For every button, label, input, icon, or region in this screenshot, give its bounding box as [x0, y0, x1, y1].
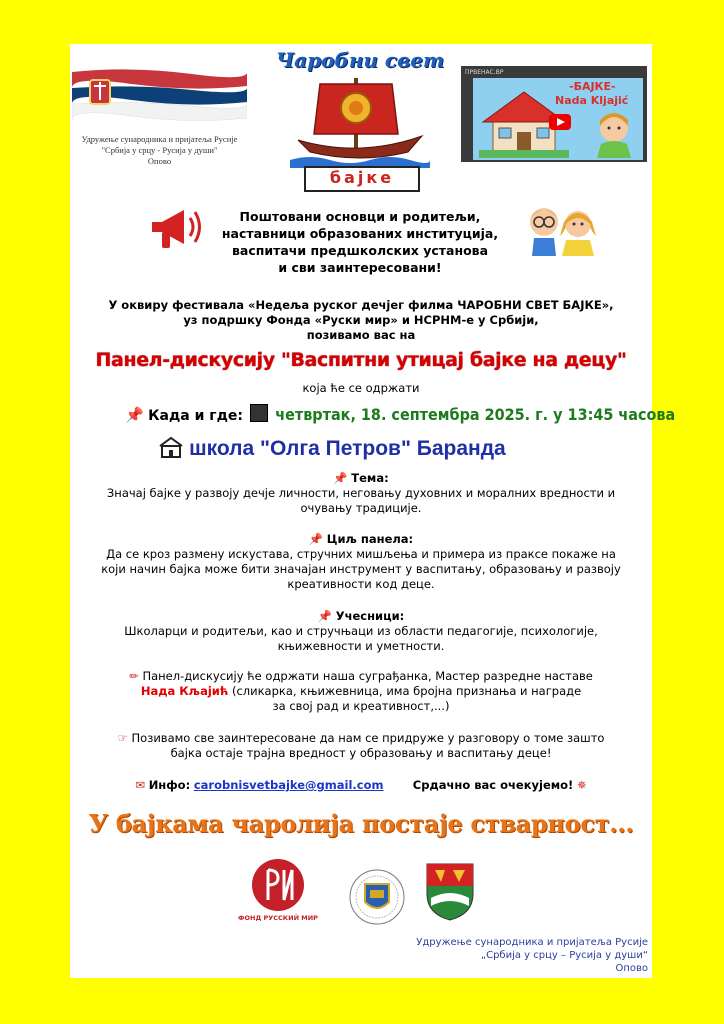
calendar-icon [250, 404, 268, 422]
host-line2: (сликарка, књижевница, има бројна признања и награде [228, 684, 582, 698]
pushpin-icon: 📌 [333, 471, 348, 485]
when-label: Када и где: [148, 408, 244, 424]
poster-sheet [70, 44, 676, 978]
email-link[interactable]: carobnisvetbajke@gmail.com [193, 778, 384, 792]
invite-line1: Позивамо све заинтересоване да нам се придруже у разговору о томе зашто [131, 731, 605, 745]
info-label: Инфо: [148, 778, 191, 792]
greeting-line: наставници образованих институција, [221, 226, 499, 241]
pencil-icon: ✏ [129, 669, 139, 683]
goal-line: Да се кроз размену искустава, стручних мишљења и примера из праксе покаже на [106, 547, 616, 561]
video-title-line1: -БАЈКЕ- [569, 80, 616, 93]
intro-line: У оквиру фестивала «Недеља руског дечјег филма ЧАРОБНИ СВЕТ БАЈКЕ», [108, 298, 614, 312]
org-flag-logo [72, 66, 247, 167]
pushpin-icon: 📌 [317, 609, 333, 623]
participants-heading: Учесници: [335, 609, 405, 623]
greeting-line: Поштовани основци и родитељи, [239, 209, 481, 224]
motto-text: У бајкама чаролија постаје стварност... [88, 809, 634, 838]
greeting-block [200, 208, 520, 276]
will-be-held-text: која ће се одржати [302, 381, 420, 395]
festival-logo [270, 48, 450, 188]
footer-org [370, 936, 648, 975]
org-left-line2: "Србија у срцу - Русија у души" [101, 145, 218, 155]
host-name: Нада Кљајић [140, 684, 229, 698]
video-scene [473, 78, 643, 160]
when-row [125, 404, 676, 428]
serbian-flag-icon [72, 66, 247, 124]
video-thumbnail[interactable] [461, 66, 647, 162]
invite-section [70, 731, 652, 761]
video-title-line2: Nada Kljajić [555, 94, 629, 107]
info-row [70, 778, 652, 793]
topic-line: Значај бајке у развоју дечје личности, неговању духовних и моралних вредности и [106, 486, 616, 500]
footer-line3: Опово [615, 963, 648, 974]
host-line3: за свој рад и креативност,...) [272, 699, 450, 713]
fund-caption: ФОНД РУССКИЙ МИР [238, 914, 318, 922]
host-section [70, 669, 652, 714]
envelope-icon: ✉ [135, 778, 146, 792]
participants-line: Школарци и родитељи, као и стручњаци из области педагогије, психологије, [124, 624, 598, 638]
russkiy-mir-emblem-icon [248, 858, 308, 912]
goal-section [70, 532, 652, 592]
goal-line: креативности код деце. [287, 577, 435, 591]
pushpin-icon: 📌 [125, 406, 144, 424]
participants-line: књижевности и уметности. [277, 639, 445, 653]
video-channel-label: ПРВЕНАС.ВР [465, 69, 504, 76]
invite-line2: бајка остаје трајна вредност у образовању и васпитању деце! [170, 746, 552, 760]
goal-heading: Циљ панела: [326, 532, 414, 546]
school-building-icon [158, 436, 184, 458]
russkiy-mir-logo [238, 858, 318, 928]
topic-line: очувању традиције. [300, 501, 422, 515]
when-value: четвртак, 18. септембра 2025. г. у 13:45 часова [275, 405, 676, 424]
municipal-seal-icon [344, 868, 410, 926]
play-icon [557, 118, 565, 126]
topic-heading: Тема: [351, 471, 389, 485]
goal-line: који начин бајка може бити значајан инструмент у васпитању, образовању и развоју [101, 562, 621, 576]
footer-line2: „Србија у срцу – Русија у души“ [480, 950, 648, 961]
where-value: школа "Олга Петров" Баранда [189, 437, 506, 460]
intro-line: уз подршку Фонда «Руски мир» и НСРНМ-е у Србији, [183, 313, 539, 327]
host-line1: Панел-дискусију ће одржати наша суграђанка, Мастер разредне наставе [142, 669, 593, 683]
org-left-text [72, 134, 247, 167]
closing-text: Срдачно вас очекујемо! [412, 778, 574, 792]
festival-logo-word: бајке [304, 166, 420, 192]
org-left-line3: Опово [147, 156, 172, 166]
greeting-line: и сви заинтересовани! [278, 260, 442, 275]
opovo-coat-of-arms-icon [425, 862, 475, 922]
participants-section [70, 609, 652, 654]
ship-icon [290, 76, 430, 168]
where-row [158, 436, 638, 464]
footer-line1: Удружење сународника и пријатеља Русије [416, 937, 648, 948]
greeting-line: васпитачи предшколских установа [231, 243, 489, 258]
play-button[interactable] [549, 114, 571, 130]
topic-section [70, 471, 652, 516]
pointing-hand-icon: ☞ [117, 731, 128, 745]
girl-cartoon-icon [591, 108, 637, 158]
megaphone-icon [148, 204, 204, 254]
sparkle-icon: ✵ [576, 778, 587, 792]
kids-cartoon-icon [522, 200, 602, 256]
festival-logo-title: Чаробни свет [275, 48, 445, 72]
org-left-line1: Удружење сународника и пријатеља Русије [81, 134, 238, 144]
intro-line: позивамо вас на [306, 328, 416, 342]
intro-block [90, 298, 632, 343]
pushpin-icon: 📌 [308, 532, 324, 546]
panel-title: Панел-дискусију "Васпитни утицај бајке на децу" [95, 349, 627, 371]
